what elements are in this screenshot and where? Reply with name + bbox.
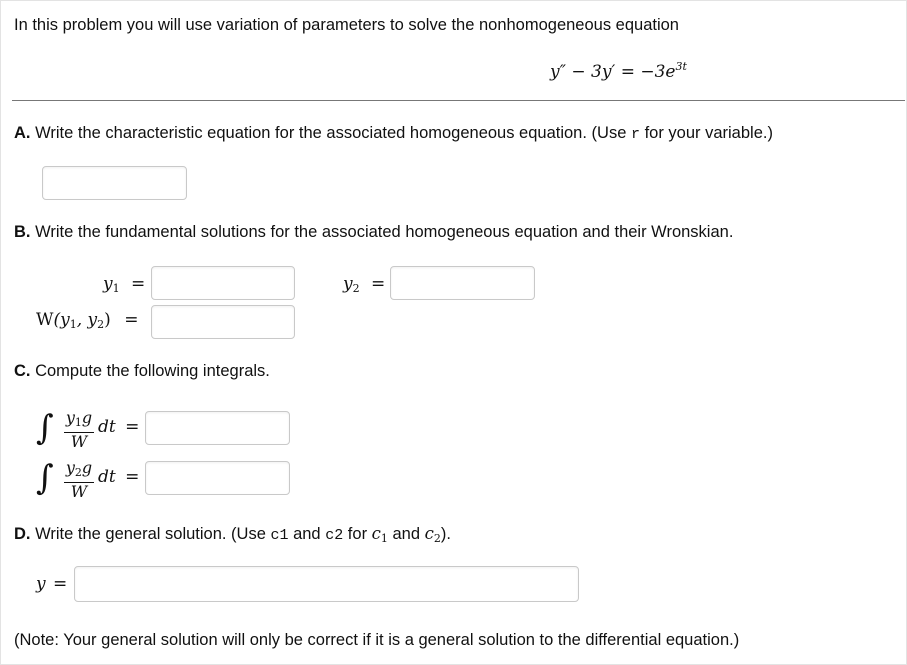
integral-sign-2: ∫ [36,458,54,498]
part-d-code-c1: c1 [270,527,289,544]
integral-2-denominator: W [64,482,94,501]
integral-1-fraction [64,409,94,451]
equation-lhs: y″ − 3y′ [550,62,616,82]
part-c-prompt [14,362,270,381]
general-solution-label [36,574,67,594]
part-a-code: r [630,126,640,143]
int1-sub: 1 [74,416,82,429]
y1-subscript: 1 [112,282,120,295]
int1-g: g [81,408,93,427]
wronskian-symbol: W [36,310,54,330]
part-d-for: for [343,525,372,543]
part-d-c1-symbol: c [371,524,381,543]
note-text: (Note: Your general solution will only be correct if it is a general solution to the differential equation.) [14,631,740,649]
y-symbol: y [36,574,46,594]
wronskian-args-mid: , y [76,310,98,330]
integral-1-dt [98,417,139,437]
wronskian-sub2: 2 [97,318,105,331]
intro-text: In this problem you will use variation of parameters to solve the nonhomogeneous equation [14,16,679,34]
y2-symbol: y [343,274,353,294]
part-b-prompt [14,223,733,242]
part-d-prompt [14,524,451,545]
int2-y: y [65,458,75,477]
y1-equals: = [131,274,146,294]
int2-dt: dt [98,467,116,487]
part-a-letter: A. [14,124,31,142]
part-d-code-c2: c2 [325,527,344,544]
part-a-prompt [14,124,773,143]
part-b-letter: B. [14,223,31,241]
part-d-and-2: and [387,525,425,543]
integral-1-denominator: W [64,432,94,451]
y2-label [343,274,385,295]
wronskian-equals: = [124,310,139,330]
integral-1-numerator [64,409,94,432]
part-c-text: Compute the following integrals. [30,362,270,380]
y1-label [103,274,145,295]
main-equation [550,60,687,82]
general-solution-input[interactable] [74,566,579,602]
integral-sign-1: ∫ [36,408,54,448]
part-a-text-end: for your variable.) [639,124,773,142]
integral-2-input[interactable] [145,461,290,495]
y2-equals: = [371,274,386,294]
wronskian-sub1: 1 [69,318,77,331]
equation-rhs-exponent: 3t [675,60,687,73]
equation-rhs: −3e [640,62,676,82]
part-d-c1-sub: 1 [380,532,388,545]
y1-symbol: y [103,274,113,294]
part-a-text: Write the characteristic equation for the associated homogeneous equation. (Use [30,124,631,142]
divider [12,100,905,101]
integral-2-dt [98,467,139,487]
int2-sub: 2 [74,466,82,479]
y2-input[interactable] [390,266,535,300]
y2-subscript: 2 [352,282,360,295]
wronskian-input[interactable] [151,305,295,339]
equation-equals: = [620,62,635,82]
part-d-text: Write the general solution. (Use [30,525,271,543]
y1-input[interactable] [151,266,295,300]
integral-1-input[interactable] [145,411,290,445]
characteristic-equation-input[interactable] [42,166,187,200]
wronskian-label [36,310,138,331]
wronskian-args-close: ) [104,310,111,330]
part-d-c2-symbol: c [424,524,434,543]
y-equals: = [53,574,68,594]
part-d-text-end: ). [440,525,451,543]
part-d-c2-sub: 2 [433,532,441,545]
int2-equals: = [125,467,140,487]
int1-dt: dt [98,417,116,437]
integral-2-numerator [64,459,94,482]
part-b-text: Write the fundamental solutions for the associated homogeneous equation and their Wronskian. [30,223,734,241]
part-d-letter: D. [14,525,31,543]
part-c-letter: C. [14,362,31,380]
int1-equals: = [125,417,140,437]
int1-y: y [65,408,75,427]
int2-g: g [81,458,93,477]
integral-2-fraction [64,459,94,501]
part-d-and-1: and [288,525,326,543]
wronskian-args-open: (y [53,310,70,330]
